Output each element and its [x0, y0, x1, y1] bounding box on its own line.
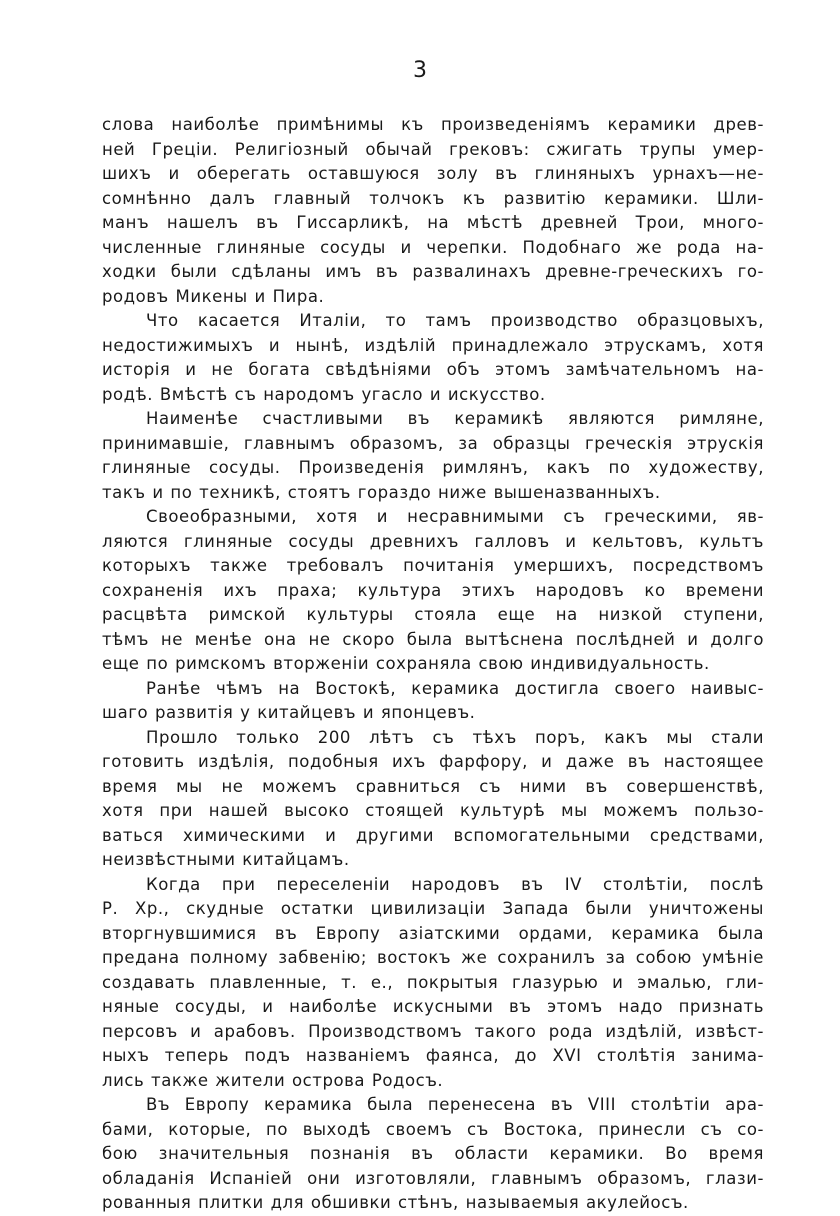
text-line: предана полному забвенію; востокъ же сохранилъ за собою умѣніе — [102, 948, 764, 967]
text-line: Прошло только 200 лѣтъ съ тѣхъ поръ, какъ мы стали — [146, 727, 764, 747]
text-line: недостижимыхъ и нынѣ, издѣлій принадлежало этрускамъ, хотя — [102, 335, 764, 355]
text-line: обладанія Испаніей они изготовляли, главнымъ образомъ, глази- — [102, 1168, 764, 1188]
text-line: Наименѣе счастливыми въ керамикѣ являются римляне, — [146, 409, 764, 428]
text-line: рованныя плитки для обшивки стѣнъ, называемыя акулейосъ. — [102, 1193, 689, 1212]
text-line: тѣмъ не менѣе она не скоро была вытѣснена послѣдней и долго — [102, 629, 764, 649]
text-line: бами, которые, по выходѣ своемъ съ Востока, принесли съ со- — [102, 1119, 764, 1139]
text-line: родовъ Микены и Пира. — [102, 286, 325, 306]
text-line: лись также жители острова Родосъ. — [102, 1070, 444, 1090]
paragraph — [102, 113, 764, 309]
text-line: сомнѣнно далъ главный толчокъ къ развитію керамики. Шли- — [102, 188, 764, 208]
text-line: родѣ. Вмѣстѣ съ народомъ угасло и искусство. — [102, 384, 546, 404]
text-line: Что касается Италіи, то тамъ производство образцовыхъ, — [146, 311, 764, 330]
text-line: ходки были сдѣланы имъ въ развалинахъ древне-греческихъ го- — [102, 262, 764, 281]
text-line: глиняные сосуды. Произведенія римлянъ, какъ по художеству, — [102, 458, 764, 477]
text-line: исторія и не богата свѣдѣніями объ этомъ замѣчательномъ на- — [102, 360, 764, 379]
text-line: бою значительныя познанія въ области керамики. Во время — [102, 1144, 764, 1163]
text-line: время мы не можемъ сравниться съ ними въ совершенствѣ, — [102, 776, 764, 796]
text-line: Когда при переселеніи народовъ въ IV столѣтіи, послѣ — [146, 874, 764, 894]
text-line: такъ и по техникѣ, стоятъ гораздо ниже вышеназванныхъ. — [102, 482, 661, 502]
text-line: готовить издѣлія, подобныя ихъ фарфору, и даже въ настоящее — [102, 752, 764, 771]
text-line: персовъ и арабовъ. Производствомъ такого рода издѣлій, извѣст- — [102, 1021, 764, 1041]
paragraph — [102, 1093, 764, 1216]
text-line: ляются глиняные сосуды древнихъ галловъ и кельтовъ, культъ — [102, 531, 764, 551]
text-line: манъ нашелъ въ Гиссарликѣ, на мѣстѣ древней Трои, много- — [102, 213, 764, 232]
paragraph — [102, 726, 764, 873]
text-line: хотя при нашей высоко стоящей культурѣ мы можемъ пользо- — [102, 801, 764, 820]
text-line: няные сосуды, и наиболѣе искусными въ этомъ надо признать — [102, 997, 764, 1016]
text-line: ней Греціи. Религіозный обычай грековъ: сжигать трупы умер- — [102, 139, 764, 159]
page-number: 3 — [413, 58, 427, 83]
paragraph — [102, 677, 764, 726]
text-line: Ранѣе чѣмъ на Востокѣ, керамика достигла своего наивыс- — [146, 678, 764, 698]
text-line: Р. Хр., скудные остатки цивилизаціи Запада были уничтожены — [102, 899, 764, 918]
text-line: ныхъ теперь подъ названіемъ фаянса, до XVI столѣтія занима- — [102, 1046, 764, 1065]
paragraph — [102, 407, 764, 505]
text-line: неизвѣстными китайцамъ. — [102, 850, 350, 869]
body-text — [102, 113, 764, 1216]
text-line: Своеобразными, хотя и несравнимыми съ греческими, яв- — [146, 507, 764, 526]
paragraph — [102, 873, 764, 1094]
text-line: слова наиболѣе примѣнимы къ произведеніямъ керамики древ- — [102, 115, 764, 134]
text-line: Въ Европу керамика была перенесена въ VIII столѣтіи ара- — [146, 1095, 764, 1114]
text-line: вторгнувшимися въ Европу азіатскими ордами, керамика была — [102, 923, 764, 943]
text-line: шихъ и оберегать оставшуюся золу въ глиняныхъ урнахъ—не- — [102, 164, 764, 183]
text-line: расцвѣта римской культуры стояла еще на низкой ступени, — [102, 605, 764, 624]
text-line: шаго развитія у китайцевъ и японцевъ. — [102, 703, 476, 722]
text-line: принимавшіе, главнымъ образомъ, за образцы греческія этрускія — [102, 433, 764, 453]
text-line: создавать плавленные, т. е., покрытыя глазурью и эмалью, гли- — [102, 972, 764, 992]
text-line: численные глиняные сосуды и черепки. Подобнаго же рода на- — [102, 237, 764, 257]
text-line: сохраненія ихъ праха; культура этихъ народовъ ко времени — [102, 580, 764, 600]
text-line: ваться химическими и другими вспомогательными средствами, — [102, 825, 764, 845]
text-line: еще по римскомъ вторженіи сохраняла свою индивидуальность. — [102, 654, 710, 673]
paragraph — [102, 505, 764, 677]
paragraph — [102, 309, 764, 407]
text-line: которыхъ также требовалъ почитанія умершихъ, посредствомъ — [102, 556, 764, 575]
